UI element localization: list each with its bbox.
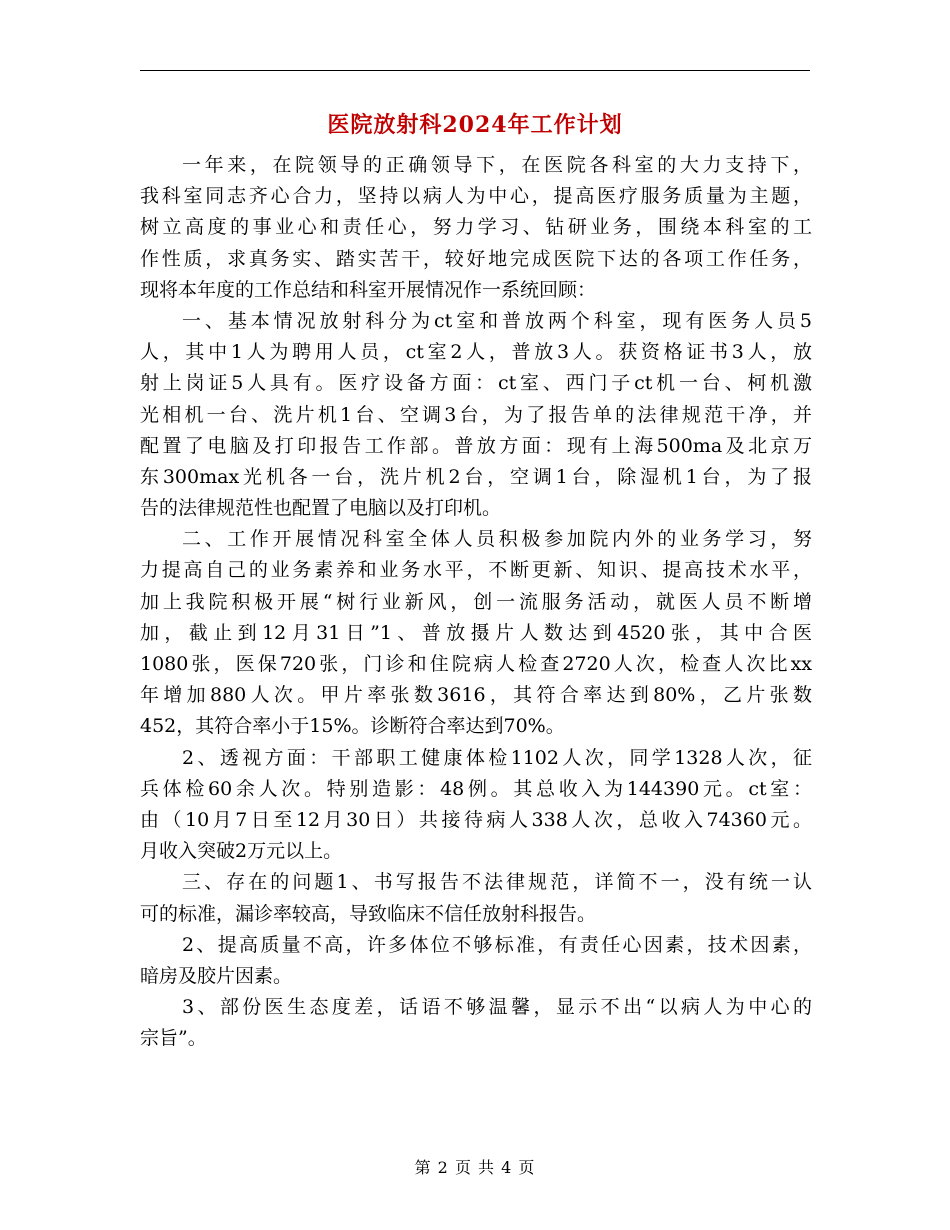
text-line: 由（10月7日至12月30日）共接待病人338人次，总收入74360元。 <box>140 808 812 831</box>
text-line: 2、透视方面：干部职工健康体检1102人次，同学1328人次，征 <box>182 746 812 769</box>
paragraph-intro <box>140 150 812 306</box>
page-footer: 第 2 页 共 4 页 <box>414 1158 536 1177</box>
text-line: 东300max光机各一台，洗片机2台，空调1台，除湿机1台，为了报 <box>140 465 812 488</box>
text-line: 现将本年度的工作总结和科室开展情况作一系统回顾： <box>140 278 597 301</box>
text-line: 3、部份医生态度差，话语不够温馨，显示不出“以病人为中心的 <box>182 996 812 1019</box>
header-rule <box>140 70 810 71</box>
text-line: 人，其中1人为聘用人员，ct室2人，普放3人。获资格证书3人，放 <box>140 341 812 364</box>
paragraph-work-progress <box>140 524 812 742</box>
text-line: 暗房及胶片因素。 <box>140 964 293 987</box>
document-title: 医院放射科2024年工作计划 <box>327 112 623 138</box>
text-line: 树立高度的事业心和责任心，努力学习、钻研业务，围绕本科室的工 <box>140 216 812 239</box>
paragraph-problems <box>140 867 812 929</box>
paragraph-basic-info <box>140 306 812 524</box>
text-line: 射上岗证5人具有。医疗设备方面：ct室、西门子ct机一台、柯机激 <box>140 372 812 395</box>
text-line: 可的标准，漏诊率较高，导致临床不信任放射科报告。 <box>140 902 597 925</box>
text-line: 1080张，医保720张，门诊和住院病人检查2720人次，检查人次比xx <box>140 653 812 675</box>
text-line: 二、工作开展情况科室全体人员积极参加院内外的业务学习，努 <box>182 528 812 551</box>
text-line: 兵体检60余人次。特别造影：48例。其总收入为144390元。ct室： <box>140 777 812 800</box>
text-line: 力提高自己的业务素养和业务水平，不断更新、知识、提高技术水平， <box>140 559 812 582</box>
text-line: 一、基本情况放射科分为ct室和普放两个科室，现有医务人员5 <box>182 309 812 332</box>
text-line: 一年来，在院领导的正确领导下，在医院各科室的大力支持下， <box>182 154 812 176</box>
text-line: 我科室同志齐心合力，坚持以病人为中心，提高医疗服务质量为主题， <box>140 185 812 208</box>
text-line: 告的法律规范性也配置了电脑以及打印机。 <box>140 497 502 520</box>
text-line: 作性质，求真务实、踏实苦干，较好地完成医院下达的各项工作任务， <box>140 247 812 270</box>
text-line: 加，截止到12月31日”1、普放摄片人数达到4520张，其中合医 <box>140 621 812 644</box>
text-line: 配置了电脑及打印报告工作部。普放方面：现有上海500ma及北京万 <box>140 434 812 457</box>
paragraph-quality <box>140 930 812 992</box>
text-line: 2、提高质量不高，许多体位不够标准，有责任心因素，技术因素， <box>182 933 812 956</box>
text-line: 宗旨”。 <box>140 1027 207 1050</box>
text-line: 三、存在的问题1、书写报告不法律规范，详简不一，没有统一认 <box>182 871 812 894</box>
text-line: 月收入突破2万元以上。 <box>140 840 343 863</box>
text-line: 光相机一台、洗片机1台、空调3台，为了报告单的法律规范干净，并 <box>140 403 812 426</box>
document-body <box>140 150 812 1054</box>
text-line: 452，其符合率小于15%。诊断符合率达到70%。 <box>140 715 565 738</box>
text-line: 加上我院积极开展“树行业新风，创一流服务活动，就医人员不断增 <box>140 590 812 613</box>
paragraph-fluoroscopy <box>140 743 812 868</box>
paragraph-attitude <box>140 992 812 1054</box>
text-line: 年增加880人次。甲片率张数3616，其符合率达到80%，乙片张数 <box>140 684 812 707</box>
